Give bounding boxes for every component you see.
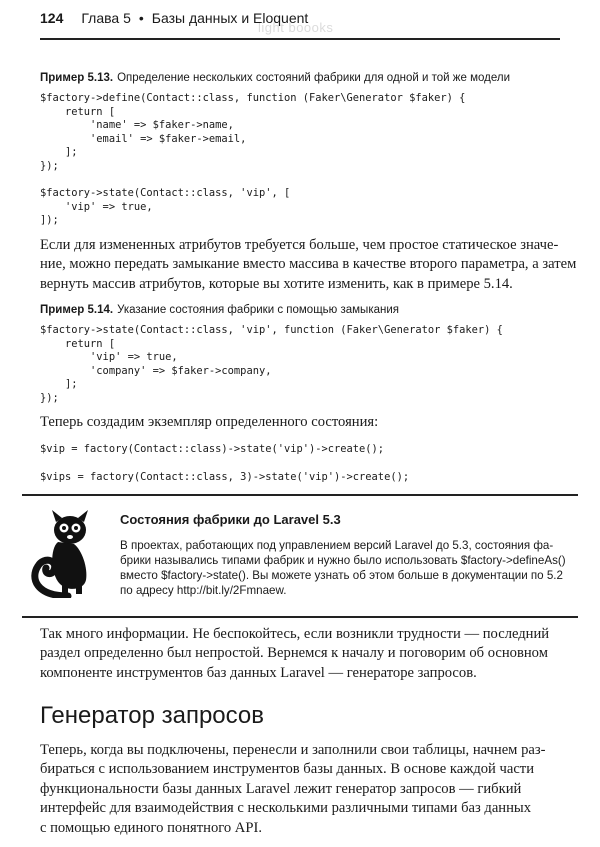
page-number: 124 [40, 10, 64, 26]
running-head [40, 10, 560, 36]
header-rule [40, 38, 560, 40]
code-line: $factory->define(Contact::class, function (Faker\Generator $faker) { [40, 92, 466, 104]
lemur-icon [28, 508, 96, 598]
code-line: $factory->state(Contact::class, 'vip', [ [40, 187, 291, 200]
code-line: $factory->state(Contact::class, 'vip', function (Faker\Generator $faker) { [40, 324, 503, 336]
paragraph-2 [40, 413, 560, 432]
code-line: 'email' => $faker->email, [40, 132, 247, 145]
text-line: Если для измененных атрибутов требуется больше, чем простое статическое значе- [40, 237, 559, 253]
code-create-vips: $vips = factory(Contact::class, 3)->state('vip')->create(); [40, 471, 410, 483]
code-line: 'name' => $faker->name, [40, 119, 234, 132]
sidebar-bottom-rule [22, 616, 578, 618]
text-line: Теперь, когда вы подключены, перенесли и заполнили свои таблицы, начнем раз- [40, 742, 546, 758]
code-line: 'vip' => true, [40, 200, 153, 213]
example-caption-text: Указание состояния фабрики с помощью замыкания [117, 304, 399, 316]
text-line: вернуть массив атрибутов, которые вы хотите изменить, как в примере 5.14. [40, 275, 513, 292]
text-line: брики назывались типами фабрик и нужно было использовать $factory->defineAs() [120, 554, 566, 567]
code-line: ]; [40, 378, 78, 391]
text-line: раздел определенно был непростой. Вернемся к началу и поговорим об основном [40, 645, 548, 662]
section-title: Генератор запросов [40, 702, 265, 729]
text-line: с помощью единого понятного API. [40, 819, 262, 836]
text-line: вместо $factory->state(). Вы можете узнать об этом больше в документации по 5.2 [120, 569, 563, 582]
code-line: 'vip' => true, [40, 351, 178, 364]
watermark: light boooks [258, 20, 334, 35]
code-line: return [ [40, 337, 116, 350]
chapter-label: Глава 5 [81, 10, 131, 26]
sidebar-top-rule [22, 494, 578, 496]
code-line: 'company' => $faker->company, [40, 364, 272, 377]
code-line: return [ [40, 105, 116, 118]
sidebar-title: Состояния фабрики до Laravel 5.3 [120, 512, 341, 527]
sidebar-text [120, 538, 564, 598]
text-line: компоненте инструментов баз данных Laravel — генераторе запросов. [40, 664, 477, 681]
text-line: Теперь создадим экземпляр определенного состояния: [40, 414, 379, 430]
text-line: Так много информации. Не беспокойтесь, если возникли трудности — последний [40, 626, 550, 642]
example-5-14-caption [40, 304, 560, 316]
text-line: функциональности базы данных Laravel лежит генератор запросов — гибкий [40, 780, 522, 797]
code-create-vip: $vip = factory(Contact::class)->state('vip')->create(); [40, 443, 385, 455]
header-bullet: • [138, 10, 144, 26]
code-example-5-14 [40, 324, 580, 406]
text-line: интерфейс для взаимодействия с несколькими различными типами баз данных [40, 800, 532, 817]
paragraph-1 [40, 236, 577, 294]
code-line: ]; [40, 146, 78, 159]
paragraph-4 [40, 741, 560, 838]
code-line: ]); [40, 214, 59, 227]
example-caption-text: Определение нескольких состояний фабрики для одной и той же модели [117, 72, 510, 84]
example-label: Пример 5.13. [40, 72, 114, 84]
text-line: бираться с использованием инструментов базы данных. В основе каждой части [40, 761, 534, 778]
text-line: В проектах, работающих под управлением версий Laravel до 5.3, состояния фа- [120, 539, 554, 552]
sidebar-note [22, 494, 578, 618]
text-line: по адресу http://bit.ly/2Fmnaew. [120, 584, 287, 597]
code-example-5-13 [40, 92, 580, 228]
text-line: ние, можно передать замыкание вместо массива в качестве второго параметра, а затем [40, 256, 577, 273]
code-line: }); [40, 391, 59, 404]
code-line: }); [40, 159, 59, 172]
chapter-title: Базы данных и Eloquent [151, 10, 309, 26]
example-label: Пример 5.14. [40, 304, 114, 316]
paragraph-3 [40, 625, 560, 683]
example-5-13-caption [40, 72, 560, 84]
